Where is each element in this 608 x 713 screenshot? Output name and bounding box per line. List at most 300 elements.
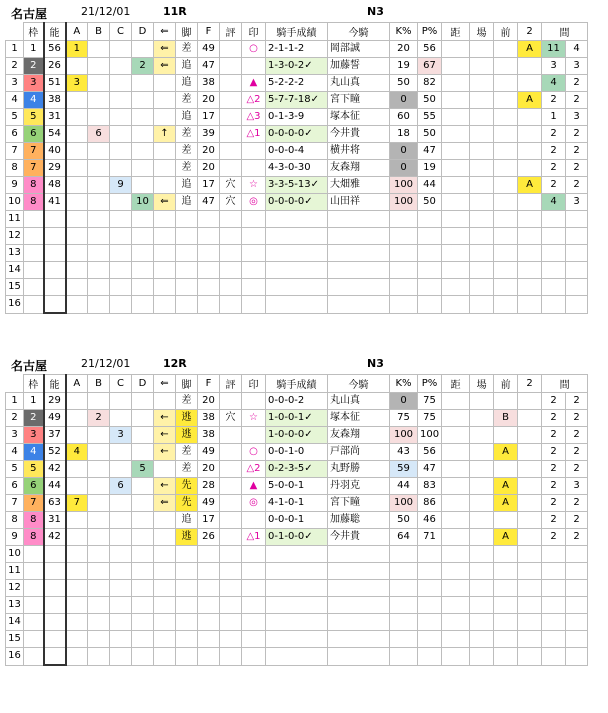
rank-b-cell: 6: [88, 126, 110, 143]
empty-cell: [494, 580, 518, 597]
waku-cell: 2: [24, 58, 44, 75]
f-cell: 20: [198, 461, 220, 478]
rank-c-cell: [110, 529, 132, 546]
prev-cell: [494, 41, 518, 58]
evaluation-cell: [220, 393, 242, 410]
p-percent-cell: 75: [418, 393, 442, 410]
empty-cell: [266, 614, 328, 631]
waku-cell: 7: [24, 495, 44, 512]
empty-cell: [418, 648, 442, 666]
empty-cell: [418, 279, 442, 296]
empty-cell: [154, 262, 176, 279]
empty-cell: [518, 228, 542, 245]
empty-cell: [44, 211, 66, 228]
empty-cell: [66, 228, 88, 245]
empty-cell: [198, 262, 220, 279]
arrow-cell: ⇐: [154, 58, 176, 75]
empty-cell: [66, 245, 88, 262]
k-percent-cell: 0: [390, 143, 418, 160]
empty-cell: [110, 296, 132, 314]
empty-cell: [24, 580, 44, 597]
running-style-cell: 差: [176, 92, 198, 109]
empty-cell: [220, 563, 242, 580]
empty-cell: [266, 296, 328, 314]
jockey-name-cell: 丸山真: [328, 75, 390, 92]
arrow-cell: ←: [154, 478, 176, 495]
empty-cell: [110, 563, 132, 580]
empty-cell: [390, 228, 418, 245]
track-cell: [470, 444, 494, 461]
empty-cell: [88, 563, 110, 580]
rank-c-cell: [110, 410, 132, 427]
empty-cell: [542, 597, 566, 614]
venue-label: 名古屋: [11, 7, 48, 21]
column-header: P%: [418, 375, 442, 393]
distance-cell: [442, 461, 470, 478]
mark-cell: ▲: [242, 478, 266, 495]
ability-cell: 51: [44, 75, 66, 92]
empty-cell: [132, 245, 154, 262]
rank-c-cell: [110, 143, 132, 160]
column-header: 2: [518, 23, 542, 41]
empty-cell: [132, 631, 154, 648]
column-header: 評: [220, 375, 242, 393]
prev-cell: [494, 58, 518, 75]
empty-cell: [66, 211, 88, 228]
empty-cell: [198, 279, 220, 296]
column-header: A: [66, 375, 88, 393]
arrow-cell: ⇐: [154, 194, 176, 211]
rank-d-cell: [132, 75, 154, 92]
waku-cell: 4: [24, 444, 44, 461]
rank-a-cell: [66, 512, 88, 529]
running-style-cell: 差: [176, 461, 198, 478]
horse-number-cell: 5: [6, 461, 24, 478]
empty-cell: [44, 631, 66, 648]
second-cell: [518, 478, 542, 495]
empty-cell: [110, 245, 132, 262]
rank-d-cell: [132, 41, 154, 58]
empty-cell: [328, 296, 390, 314]
jockey-record-cell: 4-1-0-1: [266, 495, 328, 512]
prev-cell: [494, 75, 518, 92]
running-style-cell: 差: [176, 160, 198, 177]
empty-cell: [132, 614, 154, 631]
f-cell: 38: [198, 410, 220, 427]
empty-cell: [494, 631, 518, 648]
mark-cell: △3: [242, 109, 266, 126]
column-header: B: [88, 375, 110, 393]
empty-cell: [470, 296, 494, 314]
empty-cell: [494, 648, 518, 666]
interval-2-cell: 2: [566, 529, 588, 546]
empty-cell: [110, 546, 132, 563]
empty-cell: [242, 279, 266, 296]
empty-cell: [470, 631, 494, 648]
empty-cell: [66, 546, 88, 563]
empty-cell: [470, 614, 494, 631]
empty-cell: [390, 245, 418, 262]
evaluation-cell: [220, 512, 242, 529]
ability-cell: 38: [44, 92, 66, 109]
empty-cell: [418, 228, 442, 245]
empty-cell: [110, 228, 132, 245]
rank-d-cell: [132, 126, 154, 143]
running-style-cell: 追: [176, 58, 198, 75]
empty-cell: [518, 296, 542, 314]
empty-cell: [542, 279, 566, 296]
evaluation-cell: [220, 478, 242, 495]
f-cell: 28: [198, 478, 220, 495]
ability-cell: 56: [44, 41, 66, 58]
empty-cell: [542, 211, 566, 228]
empty-cell: [242, 228, 266, 245]
running-style-cell: 逃: [176, 410, 198, 427]
race-number: 12R: [163, 357, 187, 370]
horse-number-cell: 1: [6, 41, 24, 58]
ability-cell: 37: [44, 427, 66, 444]
empty-row: [6, 546, 588, 563]
column-header: C: [110, 375, 132, 393]
second-cell: A: [518, 177, 542, 194]
jockey-record-cell: 0-0-0-1: [266, 512, 328, 529]
empty-cell: [566, 279, 588, 296]
mark-cell: ○: [242, 444, 266, 461]
table-row: [6, 529, 588, 546]
second-cell: [518, 126, 542, 143]
mark-cell: ☆: [242, 410, 266, 427]
empty-cell: [518, 546, 542, 563]
empty-cell: [390, 211, 418, 228]
empty-row: [6, 296, 588, 314]
jockey-name-cell: 丹羽克: [328, 478, 390, 495]
horse-number-cell: 1: [6, 393, 24, 410]
empty-cell: [154, 631, 176, 648]
interval-2-cell: 2: [566, 512, 588, 529]
empty-cell: [198, 580, 220, 597]
empty-cell: [220, 546, 242, 563]
empty-cell: [518, 245, 542, 262]
empty-cell: [494, 228, 518, 245]
table-row: [6, 109, 588, 126]
evaluation-cell: 穴: [220, 410, 242, 427]
prev-cell: [494, 109, 518, 126]
empty-cell: [110, 279, 132, 296]
p-percent-cell: 19: [418, 160, 442, 177]
column-header: 今騎: [328, 23, 390, 41]
p-percent-cell: 55: [418, 109, 442, 126]
evaluation-cell: [220, 529, 242, 546]
empty-cell: [220, 228, 242, 245]
horse-number-cell: 14: [6, 614, 24, 631]
empty-cell: [220, 648, 242, 666]
k-percent-cell: 100: [390, 194, 418, 211]
rank-b-cell: [88, 512, 110, 529]
empty-row: [6, 245, 588, 262]
jockey-record-cell: 3-3-5-13✓: [266, 177, 328, 194]
jockey-name-cell: 加藤誓: [328, 58, 390, 75]
horse-number-cell: 15: [6, 631, 24, 648]
arrow-cell: [154, 143, 176, 160]
f-cell: 39: [198, 126, 220, 143]
empty-cell: [494, 597, 518, 614]
empty-cell: [44, 614, 66, 631]
second-cell: [518, 109, 542, 126]
empty-cell: [566, 648, 588, 666]
empty-cell: [66, 296, 88, 314]
empty-cell: [220, 597, 242, 614]
rank-c-cell: [110, 194, 132, 211]
interval-2-cell: 2: [566, 427, 588, 444]
empty-cell: [494, 614, 518, 631]
f-cell: 20: [198, 92, 220, 109]
distance-cell: [442, 478, 470, 495]
empty-cell: [24, 245, 44, 262]
mark-cell: ◎: [242, 194, 266, 211]
prev-cell: A: [494, 478, 518, 495]
rank-c-cell: 3: [110, 427, 132, 444]
rank-d-cell: [132, 410, 154, 427]
interval-2-cell: 2: [566, 393, 588, 410]
empty-cell: [132, 228, 154, 245]
rank-c-cell: 9: [110, 177, 132, 194]
running-style-cell: 差: [176, 143, 198, 160]
horse-number-cell: 9: [6, 177, 24, 194]
empty-cell: [518, 648, 542, 666]
venue-label: 名古屋: [11, 359, 48, 373]
waku-cell: 5: [24, 109, 44, 126]
column-header: F: [198, 23, 220, 41]
track-cell: [470, 495, 494, 512]
column-header: C: [110, 23, 132, 41]
k-percent-cell: 20: [390, 41, 418, 58]
track-cell: [470, 478, 494, 495]
empty-cell: [242, 648, 266, 666]
interval-1-cell: 1: [542, 109, 566, 126]
p-percent-cell: 46: [418, 512, 442, 529]
rank-b-cell: [88, 41, 110, 58]
waku-cell: 8: [24, 177, 44, 194]
distance-cell: [442, 41, 470, 58]
empty-cell: [198, 211, 220, 228]
empty-cell: [220, 614, 242, 631]
empty-cell: [494, 211, 518, 228]
horse-number-cell: 12: [6, 580, 24, 597]
prev-cell: B: [494, 410, 518, 427]
f-cell: 47: [198, 194, 220, 211]
rank-a-cell: [66, 427, 88, 444]
table-row: [6, 512, 588, 529]
empty-cell: [470, 228, 494, 245]
empty-cell: [110, 597, 132, 614]
empty-cell: [390, 580, 418, 597]
table-row: [6, 427, 588, 444]
empty-cell: [242, 296, 266, 314]
column-header: 脚: [176, 23, 198, 41]
interval-1-cell: 3: [542, 58, 566, 75]
race-header: [5, 2, 605, 22]
empty-cell: [390, 296, 418, 314]
horse-number-cell: 13: [6, 245, 24, 262]
empty-cell: [542, 580, 566, 597]
empty-cell: [266, 262, 328, 279]
empty-cell: [66, 614, 88, 631]
second-cell: [518, 512, 542, 529]
f-cell: 49: [198, 41, 220, 58]
empty-cell: [328, 262, 390, 279]
rank-c-cell: [110, 512, 132, 529]
jockey-name-cell: 岡部誠: [328, 41, 390, 58]
jockey-record-cell: 1-0-0-0✓: [266, 427, 328, 444]
table-row: [6, 143, 588, 160]
empty-cell: [154, 597, 176, 614]
interval-1-cell: 2: [542, 177, 566, 194]
empty-cell: [110, 631, 132, 648]
horse-number-cell: 6: [6, 478, 24, 495]
jockey-record-cell: 5-2-2-2: [266, 75, 328, 92]
horse-number-cell: 11: [6, 211, 24, 228]
p-percent-cell: 75: [418, 410, 442, 427]
interval-1-cell: 2: [542, 427, 566, 444]
empty-cell: [24, 296, 44, 314]
prev-cell: [494, 177, 518, 194]
empty-cell: [266, 245, 328, 262]
empty-cell: [418, 563, 442, 580]
f-cell: 49: [198, 495, 220, 512]
distance-cell: [442, 495, 470, 512]
mark-cell: [242, 427, 266, 444]
prev-cell: [494, 461, 518, 478]
column-header: 騎手成績: [266, 375, 328, 393]
evaluation-cell: [220, 495, 242, 512]
evaluation-cell: [220, 126, 242, 143]
empty-cell: [566, 546, 588, 563]
interval-1-cell: 2: [542, 478, 566, 495]
track-cell: [470, 92, 494, 109]
empty-cell: [220, 580, 242, 597]
empty-cell: [242, 262, 266, 279]
empty-cell: [266, 631, 328, 648]
k-percent-cell: 18: [390, 126, 418, 143]
rank-d-cell: 2: [132, 58, 154, 75]
empty-row: [6, 211, 588, 228]
empty-cell: [44, 279, 66, 296]
arrow-cell: [154, 75, 176, 92]
empty-cell: [176, 597, 198, 614]
column-header: [6, 23, 24, 41]
p-percent-cell: 47: [418, 461, 442, 478]
jockey-record-cell: 0-0-1-0: [266, 444, 328, 461]
mark-cell: △1: [242, 529, 266, 546]
rank-c-cell: [110, 92, 132, 109]
empty-cell: [470, 262, 494, 279]
empty-cell: [542, 563, 566, 580]
rank-d-cell: [132, 529, 154, 546]
interval-2-cell: 2: [566, 126, 588, 143]
p-percent-cell: 86: [418, 495, 442, 512]
interval-1-cell: 4: [542, 194, 566, 211]
empty-cell: [132, 648, 154, 666]
horse-number-cell: 13: [6, 597, 24, 614]
distance-cell: [442, 529, 470, 546]
waku-cell: 1: [24, 41, 44, 58]
empty-cell: [176, 296, 198, 314]
second-cell: [518, 194, 542, 211]
empty-cell: [442, 262, 470, 279]
p-percent-cell: 83: [418, 478, 442, 495]
interval-2-cell: 2: [566, 75, 588, 92]
empty-cell: [542, 245, 566, 262]
rank-d-cell: [132, 393, 154, 410]
evaluation-cell: 穴: [220, 177, 242, 194]
rank-c-cell: [110, 160, 132, 177]
f-cell: 26: [198, 529, 220, 546]
p-percent-cell: 82: [418, 75, 442, 92]
table-row: [6, 495, 588, 512]
empty-cell: [132, 597, 154, 614]
arrow-cell: [154, 177, 176, 194]
empty-cell: [470, 580, 494, 597]
empty-cell: [132, 279, 154, 296]
column-header: B: [88, 23, 110, 41]
horse-number-cell: 8: [6, 160, 24, 177]
distance-cell: [442, 177, 470, 194]
column-header: 距: [442, 23, 470, 41]
track-cell: [470, 75, 494, 92]
jockey-name-cell: 加藤聡: [328, 512, 390, 529]
waku-cell: 2: [24, 410, 44, 427]
f-cell: 49: [198, 444, 220, 461]
empty-cell: [176, 614, 198, 631]
second-cell: [518, 427, 542, 444]
empty-cell: [110, 580, 132, 597]
empty-cell: [542, 648, 566, 666]
running-style-cell: 差: [176, 393, 198, 410]
rank-a-cell: [66, 143, 88, 160]
empty-cell: [518, 211, 542, 228]
track-cell: [470, 177, 494, 194]
race-class: N3: [367, 357, 384, 370]
empty-cell: [154, 563, 176, 580]
empty-cell: [88, 597, 110, 614]
interval-2-cell: 3: [566, 478, 588, 495]
column-header: ⇐: [154, 23, 176, 41]
jockey-record-cell: 0-2-3-5✓: [266, 461, 328, 478]
empty-row: [6, 228, 588, 245]
running-style-cell: 逃: [176, 529, 198, 546]
empty-cell: [132, 563, 154, 580]
empty-cell: [88, 648, 110, 666]
empty-cell: [328, 631, 390, 648]
empty-cell: [220, 211, 242, 228]
interval-1-cell: 2: [542, 529, 566, 546]
rank-a-cell: [66, 160, 88, 177]
empty-cell: [66, 648, 88, 666]
arrow-cell: ↑: [154, 126, 176, 143]
column-header: 場: [470, 23, 494, 41]
arrow-cell: [154, 393, 176, 410]
race-12r-section: [5, 354, 605, 666]
empty-cell: [220, 262, 242, 279]
second-cell: A: [518, 41, 542, 58]
rank-d-cell: [132, 512, 154, 529]
race-date: 21/12/01: [81, 357, 131, 370]
empty-cell: [518, 279, 542, 296]
empty-cell: [442, 597, 470, 614]
empty-cell: [266, 546, 328, 563]
empty-cell: [470, 648, 494, 666]
empty-cell: [266, 580, 328, 597]
